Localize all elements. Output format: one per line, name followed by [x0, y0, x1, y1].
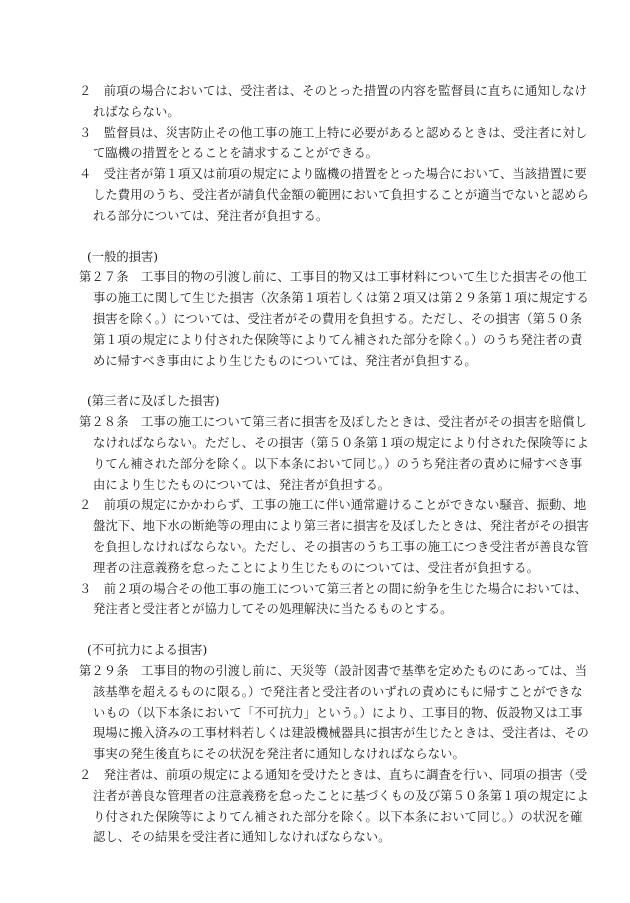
article-paragraph: 第２８条 工事の施工について第三者に損害を及ぼしたときは、受注者がその損害を賠償しなければならない。ただし、その損害（第５０条第１項の規定により付された保険等によりてん補された部分を除く。以下本条において同じ。）のうち発注者の責めに帰すべき事由により生じたものについては、発注者が負担する。: [79, 415, 589, 492]
clause-paragraph: ４ 受注者が第１項又は前項の規定により臨機の措置をとった場合において、当該措置に要した費用のうち、受注者が請負代金額の範囲において負担することが適当でないと認められる部分については、発注者が負担する。: [79, 167, 589, 223]
section-heading: (一般的損害): [87, 249, 159, 264]
section-heading: (不可抗力による損害): [87, 643, 208, 658]
clause-paragraph: ２ 前項の場合においては、受注者は、そのとった措置の内容を監督員に直ちに通知しなければならない。: [79, 84, 588, 119]
article-paragraph: 第２７条 工事目的物の引渡し前に、工事目的物又は工事材料について生じた損害その他工事の施工に関して生じた損害（次条第１項若しくは第２項又は第２９条第１項に規定する損害を除く。）については、受注者がその費用を負担する。ただし、その損害（第５０条第１項の規定により付された保険等によりてん補された部分を除く。）のうち発注者の責めに帰すべき事由により生じたものについては、発注者が負担する。: [79, 270, 589, 368]
clause-paragraph: ３ 監督員は、災害防止その他工事の施工上特に必要があると認めるときは、受注者に対して臨機の措置をとることを請求することができる。: [79, 125, 588, 161]
clause-paragraph: ３ 前２項の場合その他工事の施工について第三者との間に紛争を生じた場合においては、発注者と受注者とが協力してその処理解決に当たるものとする。: [79, 581, 588, 617]
clause-paragraph: ２ 発注者は、前項の規定による通知を受けたときは、直ちに調査を行い、同項の損害（受注者が善良な管理者の注意義務を怠ったことに基づくもの及び第５０条第１項の規定により付された保険等によりてん補された部分を除く。以下本条において同じ。）の状況を確認し、その結果を受注者に通知しなければならない。: [79, 767, 589, 845]
section-gap: [79, 227, 592, 247]
section-gap: [79, 371, 592, 391]
clause-paragraph: ２ 前項の規定にかかわらず、工事の施工に伴い通常避けることができない騒音、振動、地盤沈下、地下水の断絶等の理由により第三者に損害を及ぼしたときは、発注者がその損害を負担しなければならない。ただし、その損害のうち工事の施工につき受注者が善良な管理者の注意義務を怠ったことにより生じたものについては、受注者が負担する。: [79, 498, 589, 575]
section-gap: [79, 620, 592, 640]
section-heading: (第三者に及ぼした損害): [87, 394, 220, 409]
article-paragraph: 第２９条 工事目的物の引渡し前に、天災等（設計図書で基準を定めたものにあっては、当該基準を超えるものに限る。）で発注者と受注者のいずれの責めにもに帰すことができないもの（以下本条において「不可抗力」という。）により、工事目的物、仮設物又は工事現場に搬入済みの工事材料若しくは建設機械器具に損害が生じたときは、受注者は、その事実の発生後直ちにその状況を発注者に通知しなければならない。: [79, 663, 589, 762]
